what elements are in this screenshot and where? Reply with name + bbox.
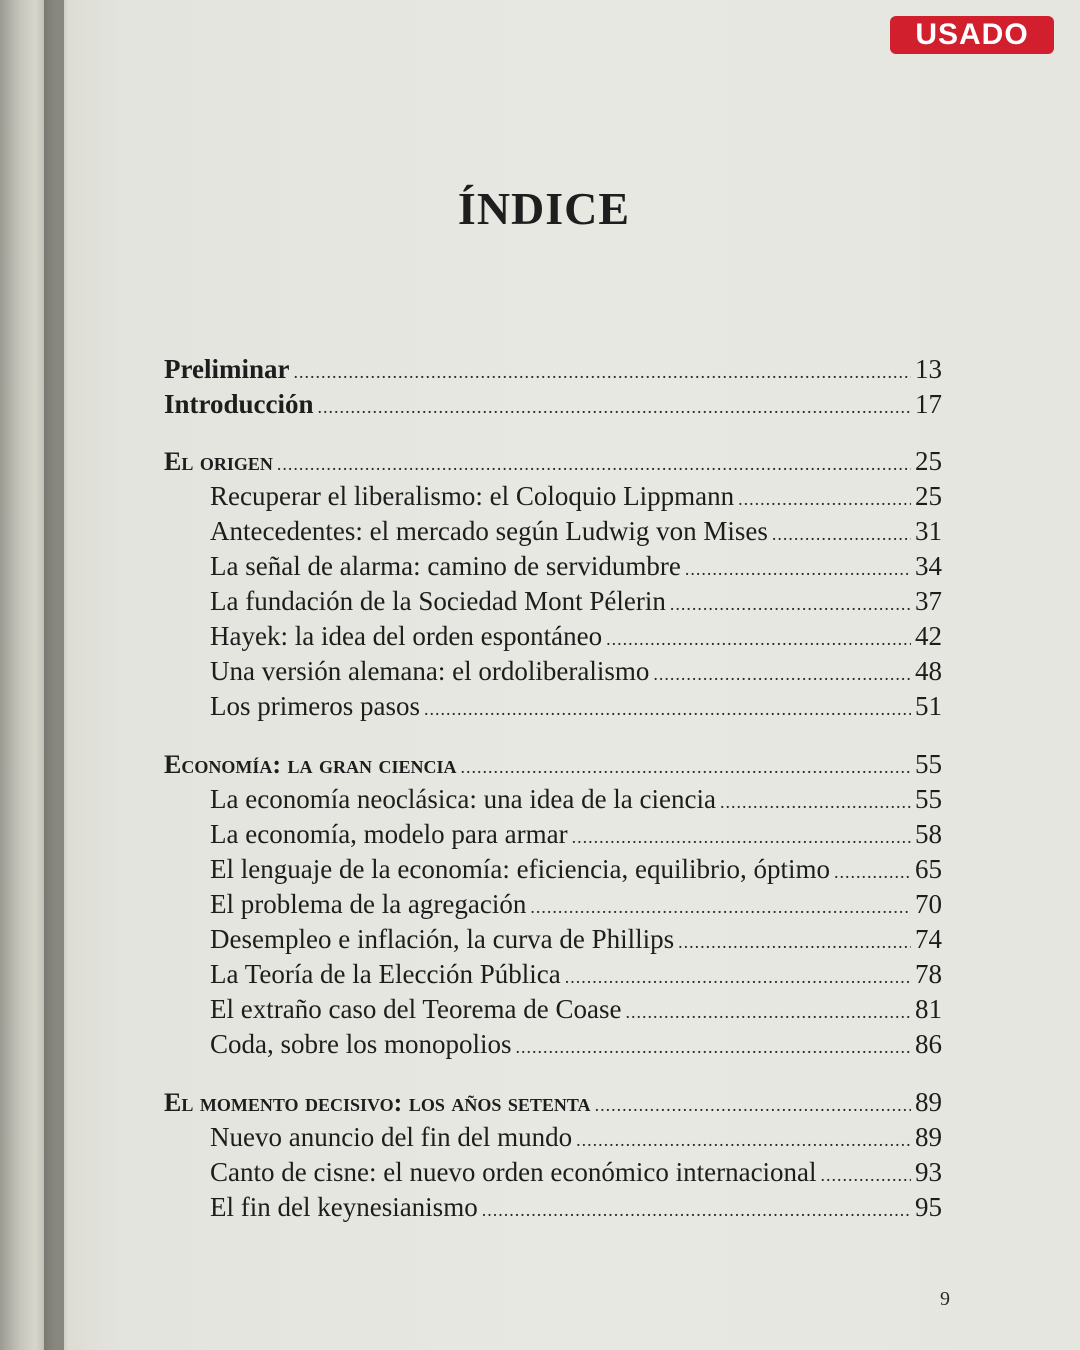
toc-page-number: 93 <box>915 1157 942 1187</box>
dot-leader <box>625 995 911 1030</box>
toc-page-number: 37 <box>915 586 942 616</box>
toc-entry-label: El lenguaje de la economía: eficiencia, equilibrio, óptimo <box>210 854 831 884</box>
table-of-contents <box>164 352 942 1225</box>
toc-entry-label: Introducción <box>164 389 314 419</box>
toc-subentry <box>164 992 942 1027</box>
toc-subentry <box>164 689 942 724</box>
toc-page-number: 34 <box>915 551 942 581</box>
dot-leader <box>678 925 911 960</box>
toc-subentry <box>164 584 942 619</box>
toc-subentry <box>164 514 942 549</box>
toc-part-label: Economía: la gran ciencia <box>164 750 457 779</box>
toc-entry-label: Recuperar el liberalismo: el Coloquio Lippmann <box>210 481 735 511</box>
toc-page-number: 31 <box>915 516 942 546</box>
dot-leader <box>572 820 911 855</box>
dot-leader <box>821 1158 911 1193</box>
toc-entry-label: Antecedentes: el mercado según Ludwig von Mises <box>210 516 768 546</box>
toc-page-number: 70 <box>915 889 942 919</box>
dot-leader <box>595 1088 911 1123</box>
dot-leader <box>738 482 911 517</box>
toc-entry-label: Preliminar <box>164 354 290 384</box>
toc-entry-label: El fin del keynesianismo <box>210 1192 478 1222</box>
toc-page-number: 25 <box>915 446 942 476</box>
toc-page-number: 89 <box>915 1087 942 1117</box>
toc-subentry <box>164 852 942 887</box>
toc-page-number: 48 <box>915 656 942 686</box>
toc-entry-introduccion <box>164 387 942 422</box>
toc-entry-label: Los primeros pasos <box>210 691 420 721</box>
toc-page-number: 51 <box>915 691 942 721</box>
toc-subentry <box>164 1027 942 1062</box>
toc-entry-label: Canto de cisne: el nuevo orden económico internacional <box>210 1157 817 1187</box>
toc-subentry <box>164 817 942 852</box>
dot-leader <box>720 785 911 820</box>
dot-leader <box>482 1193 911 1228</box>
dot-leader <box>576 1123 911 1158</box>
toc-page-number: 55 <box>915 784 942 814</box>
dot-leader <box>318 390 911 425</box>
toc-page-number: 95 <box>915 1192 942 1222</box>
toc-part-label: El origen <box>164 447 273 476</box>
toc-entry-label: El problema de la agregación <box>210 889 527 919</box>
dot-leader <box>461 750 911 785</box>
toc-page-number: 65 <box>915 854 942 884</box>
toc-page-number: 13 <box>915 354 942 384</box>
toc-subentry <box>164 1155 942 1190</box>
dot-leader <box>516 1030 912 1065</box>
toc-entry-label: La Teoría de la Elección Pública <box>210 959 561 989</box>
dot-leader <box>293 355 911 390</box>
toc-part-label: El momento decisivo: los años setenta <box>164 1088 591 1117</box>
toc-entry-label: La economía neoclásica: una idea de la ciencia <box>210 784 716 814</box>
toc-page-number: 42 <box>915 621 942 651</box>
toc-entry-label: Hayek: la idea del orden espontáneo <box>210 621 603 651</box>
toc-subentry <box>164 887 942 922</box>
dot-leader <box>606 622 911 657</box>
toc-page-number: 55 <box>915 749 942 779</box>
dot-leader <box>277 447 911 482</box>
toc-entry-label: La fundación de la Sociedad Mont Pélerin <box>210 586 666 616</box>
toc-subentry <box>164 619 942 654</box>
toc-entry-label: La economía, modelo para armar <box>210 819 568 849</box>
toc-subentry <box>164 782 942 817</box>
toc-entry-label: Nuevo anuncio del fin del mundo <box>210 1122 573 1152</box>
toc-subentry <box>164 957 942 992</box>
page-folio-number: 9 <box>940 1288 950 1310</box>
toc-page-number: 81 <box>915 994 942 1024</box>
toc-part-economia <box>164 747 942 782</box>
used-badge: USADO <box>890 16 1054 54</box>
toc-part-el-origen <box>164 444 942 479</box>
toc-page-number: 86 <box>915 1029 942 1059</box>
toc-page-number: 74 <box>915 924 942 954</box>
toc-page-number: 17 <box>915 389 942 419</box>
dot-leader <box>772 517 911 552</box>
toc-subentry <box>164 654 942 689</box>
dot-leader <box>530 890 911 925</box>
toc-entry-label: Una versión alemana: el ordoliberalismo <box>210 656 650 686</box>
toc-subentry <box>164 1120 942 1155</box>
dot-leader <box>653 657 911 692</box>
toc-entry-label: La señal de alarma: camino de servidumbre <box>210 551 681 581</box>
toc-subentry <box>164 479 942 514</box>
dot-leader <box>834 855 911 890</box>
dot-leader <box>670 587 911 622</box>
toc-entry-label: Desempleo e inflación, la curva de Phillips <box>210 924 675 954</box>
page-title: ÍNDICE <box>457 183 631 234</box>
toc-page-number: 25 <box>915 481 942 511</box>
toc-entry-label: Coda, sobre los monopolios <box>210 1029 512 1059</box>
toc-page-number: 78 <box>915 959 942 989</box>
toc-subentry <box>164 922 942 957</box>
toc-page-number: 58 <box>915 819 942 849</box>
dot-leader <box>424 692 911 727</box>
toc-entry-label: El extraño caso del Teorema de Coase <box>210 994 622 1024</box>
toc-part-momento-decisivo <box>164 1085 942 1120</box>
toc-page-number: 89 <box>915 1122 942 1152</box>
toc-entry-preliminar <box>164 352 942 387</box>
toc-subentry <box>164 549 942 584</box>
toc-subentry <box>164 1190 942 1225</box>
dot-leader <box>565 960 911 995</box>
dot-leader <box>685 552 911 587</box>
